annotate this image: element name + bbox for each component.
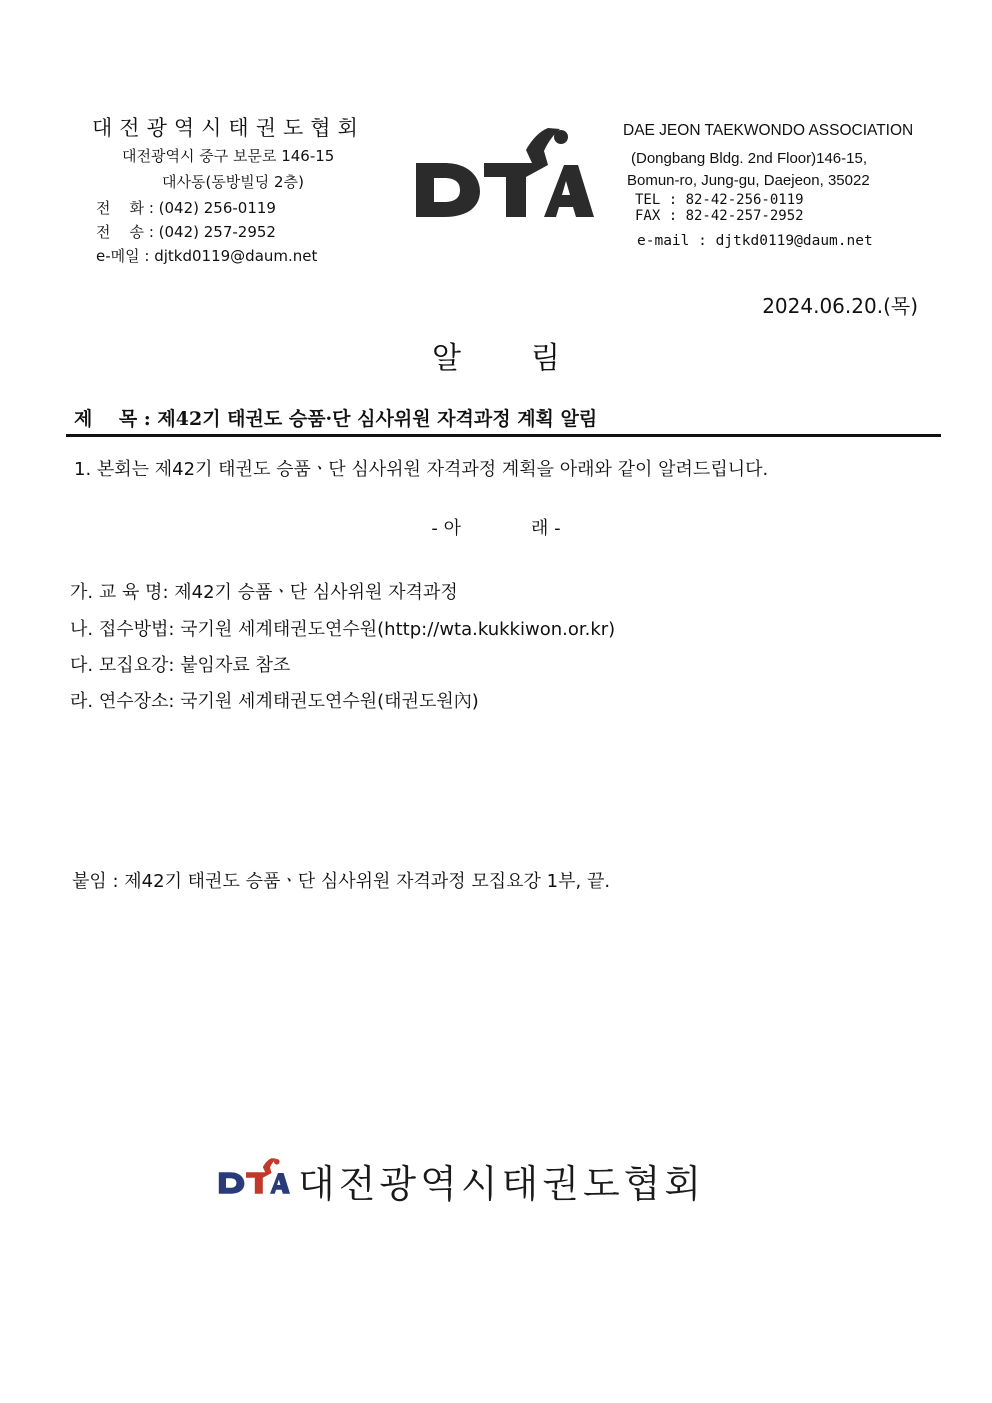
tel-en: TEL : 82-42-256-0119 [635,192,804,208]
address-kr-line2: 대사동(동방빌딩 2층) [162,173,304,191]
paragraph-1: 1. 본회는 제42기 태권도 승품ㆍ단 심사위원 자격과정 계획을 아래와 같이 알려드립니다. [74,459,769,480]
phone-value: (042) 256-0119 [158,199,276,217]
phone-kr [96,197,276,218]
footer-logo-graphic [218,1155,290,1197]
arae-part-2: 래 - [531,518,561,539]
fax-kr [96,221,276,242]
org-name-en: DAE JEON TAEKWONDO ASSOCIATION [623,122,914,139]
list-item: 가. 교 육 명: 제42기 승품ㆍ단 심사위원 자격과정 [70,582,458,603]
fax-label: 전 송 : [96,223,159,241]
address-kr-line1: 대전광역시 중구 보문로 146-15 [122,147,335,165]
document-title [0,333,992,377]
title-char-1: 알 [432,341,461,376]
attachment-note: 붙임 : 제42기 태권도 승품ㆍ단 심사위원 자격과정 모집요강 1부, 끝. [72,871,611,892]
email-label: e-메일 : [96,247,155,265]
document-date: 2024.06.20.(목) [762,294,918,318]
email-value[interactable]: djtkd0119@daum.net [154,247,318,265]
org-name-kr: 대전광역시태권도협회 [92,116,365,140]
address-en-line2: Bomun-ro, Jung-gu, Daejeon, 35022 [627,172,870,189]
footer-logo [218,1155,290,1201]
title-char-2: 림 [531,341,560,376]
list-item: 나. 접수방법: 국기원 세계태권도연수원(http://wta.kukkiwon.or.kr) [70,619,616,640]
dta-logo-graphic [414,125,594,220]
arae-part-1: - 아 [431,518,461,539]
email-kr [96,245,317,266]
fax-en: FAX : 82-42-257-2952 [635,208,804,224]
email-en[interactable]: e-mail : djtkd0119@daum.net [637,233,873,249]
arae-heading [0,514,992,540]
phone-label: 전 화 : [96,199,159,217]
address-en-line1: (Dongbang Bldg. 2nd Floor)146-15, [631,150,867,167]
subject-divider [66,434,941,437]
dta-logo [414,125,594,224]
document-subject: 제 목 : 제42기 태권도 승품·단 심사위원 자격과정 계획 알림 [74,408,598,430]
list-item: 라. 연수장소: 국기원 세계태권도연수원(태권도원內) [70,691,479,712]
list-item: 다. 모집요강: 붙임자료 참조 [70,655,291,676]
footer-org-name: 대전광역시태권도협회 [298,1162,706,1206]
fax-value: (042) 257-2952 [158,223,276,241]
